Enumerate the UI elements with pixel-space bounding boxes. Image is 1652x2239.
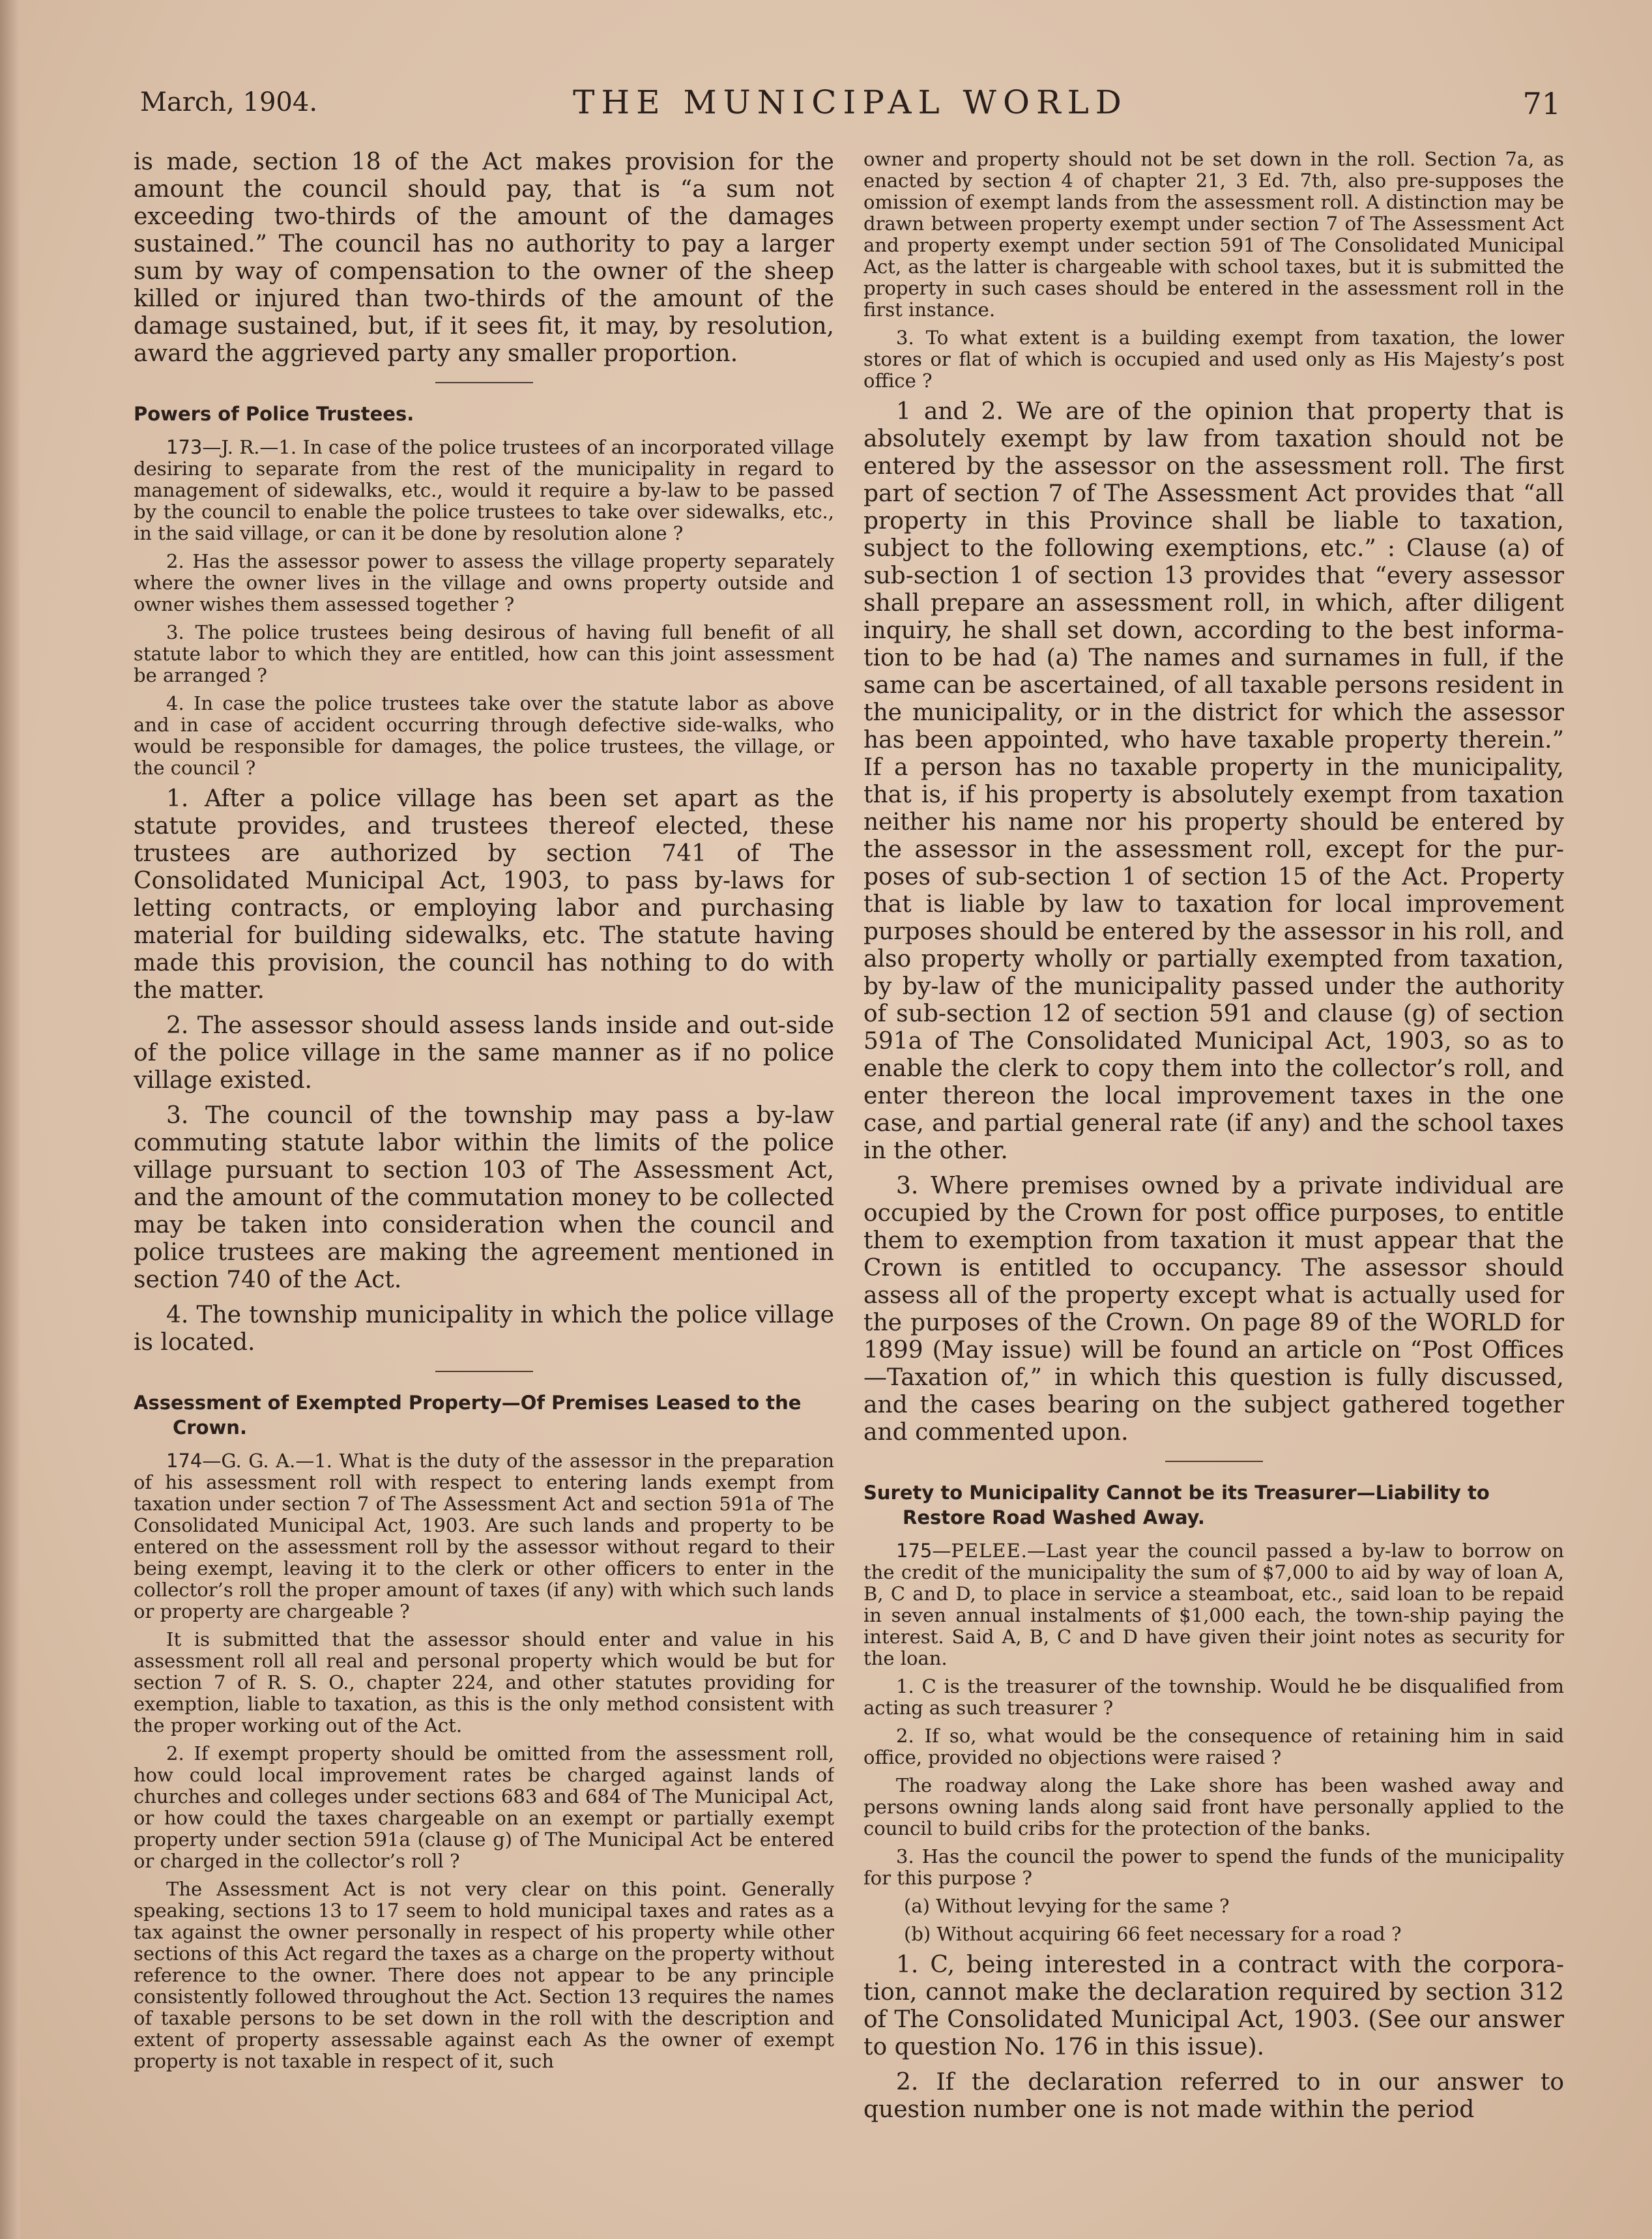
- answer-174-3: 3. Where premises owned by a private individual are occupied by the Crown for post office purposes, to entitle them to exemption from taxation it must appear that the Crown is entitled to occupancy. The assessor should assess all of the property except what is actually used for the purposes of the Crown. On page 89 of the WORLD for 1899 (May issue) will be found an article on “Post Offices—Taxation of,” in which this question is fully discussed, and the cases bearing on the subject gathered together and commented upon.: [863, 1173, 1564, 1446]
- publication-title: THE MUNICIPAL WORLD: [573, 83, 1128, 121]
- answer-174-1-2: 1 and 2. We are of the opinion that property that is absolutely exempt by law from taxation should not be entered by the assessor on the assessment roll. The first part of section 7 of The Assessment Act provides that “all property in this Province shall be liable to taxation, subject to the following exemptions, etc.” : Clause (a) of sub-section 1 of section 13 provides that “every assessor shall prepare an assessment roll, in which, after diligent inquiry, he shall set down, according to the best informa-tion to be had (a) The names and surnames in full, if the same can be ascertained, of all taxable persons resident in the municipality, or in the district for which the assessor has been appointed, who have taxable property therein.” If a person has no taxable property in the municipality, that is, if his property is absolutely exempt from taxation neither his name nor his property should be entered by the assessor in the assessment roll, except for the pur-poses of sub-section 1 of section 15 of the Act. Property that is liable by law to taxation for local improvement purposes should be entered by the assessor in his roll, and also property wholly or partially exempted from taxation, by by-law of the municipality passed under the authority of sub-section 12 of section 591 and clause (g) of section 591a of The Consolidated Municipal Act, 1903, so as to enable the clerk to copy them into the collector’s roll, and enter thereon the local improvement taxes in the one case, and partial general rate (if any) and the school taxes in the other.: [863, 398, 1564, 1164]
- page-number: 71: [1522, 86, 1561, 121]
- answer-173-1: 1. After a police village has been set apart as the statute provides, and trustees thereof elected, these trustees are authorized by section 741 of The Consolidated Municipal Act, 1903, to pass by-laws for letting contracts, or employing labor and purchasing material for building sidewalks, etc. The statute having made this provision, the council has nothing to do with the matter.: [134, 785, 834, 1004]
- question-174-3: 3. To what extent is a building exempt from taxation, the lower stores or flat of which is occupied and used only as His Majesty’s post office ?: [863, 327, 1564, 392]
- correspondent-name: PELEE: [951, 1540, 1021, 1562]
- question-175-2: 2. If so, what would be the consequence of retaining him in said office, provided no objections were raised ?: [863, 1725, 1564, 1768]
- commentary-174: The Assessment Act is not very clear on this point. Generally speaking, sections 13 to 17 seem to hold municipal taxes and rates as a tax against the owner personally in respect of his property while other sections of this Act regard the taxes as a charge on the property without reference to the owner. There does not appear to be any principle consistently followed throughout the Act. Section 13 requires the names of taxable persons to be set down in the roll with the description and extent of property assessable against each As the owner of exempt property is not taxable in respect of it, such: [134, 1878, 834, 2072]
- intro-paragraph: is made, section 18 of the Act makes provision for the amount the council should pay, that is “a sum not exceeding two-thirds of the amount of the damages sustained.” The council has no authority to pay a larger sum by way of compensation to the owner of the sheep killed or injured than two-thirds of the amount of the damage sustained, but, if it sees fit, it may, by resolution, award the aggrieved party any smaller proportion.: [134, 149, 834, 367]
- heading-173: Powers of Police Trustees.: [134, 403, 414, 425]
- question-175-3b: (b) Without acquiring 66 feet necessary for a road ?: [904, 1923, 1402, 1945]
- question-173-4: 4. In case the police trustees take over the statute labor as above and in case of accident occurring through defective side-walks, who would be responsible for damages, the police trustees, the village, or the council ?: [134, 692, 834, 779]
- question-173-1: [134, 437, 834, 544]
- submission-174: It is submitted that the assessor should enter and value in his assessment roll all real and personal property which would be but for section 7 of R. S. O., chapter 224, and other statutes providing for exemption, liable to taxation, as this is the only method consistent with the proper working out of the Act.: [134, 1628, 834, 1736]
- left-column: [134, 149, 834, 2189]
- question-text: .—Last year the council passed a by-law to borrow on the credit of the municipality the sum of $7,000 to aid by way of loan A, B, C and D, to place in service a steamboat, etc., said loan to be repaid in seven annual instalments of $1,000 each, the town-ship paying the interest. Said A, B, C and D have given their joint notes as security for the loan.: [863, 1540, 1564, 1669]
- question-text: —J. R.—1. In case of the police trustees of an incorporated village desiring to separate from the rest of the municipality in regard to management of sidewalks, etc., would it require a by-law to be passed by the council to enable the police trustees to take over sidewalks, etc., in the said village, or can it be done by resolution alone ?: [134, 436, 834, 544]
- answer-175-2: 2. If the declaration referred to in our answer to question number one is not made within the period: [863, 2069, 1564, 2123]
- question-173-2: 2. Has the assessor power to assess the village property separately where the owner lives in the village and owns property outside and owner wishes them assessed together ?: [134, 550, 834, 615]
- question-174-2: 2. If exempt property should be omitted from the assessment roll, how could local improvement rates be charged against lands of churches and colleges under sections 683 and 684 of The Municipal Act, or how could the taxes chargeable on an exempt or partially exempt property under section 591a (clause g) of The Municipal Act be entered or charged in the collector’s roll ?: [134, 1742, 834, 1872]
- answer-173-4: 4. The township municipality in which the police village is located.: [134, 1302, 834, 1356]
- question-173-3: 3. The police trustees being desirous of having full benefit of all statute labor to which they are entitled, how can this joint assessment be arranged ?: [134, 621, 834, 686]
- question-175-3: 3. Has the council the power to spend the funds of the municipality for this purpose ?: [863, 1845, 1564, 1889]
- answer-173-3: 3. The council of the township may pass a by-law commuting statute labor within the limits of the police village pursuant to section 103 of The Assessment Act, and the amount of the commutation money to be collected may be taken into consideration when the council and police trustees are making the agreement mentioned in section 740 of the Act.: [134, 1102, 834, 1293]
- page-header: [140, 83, 1561, 123]
- question-number: 175: [896, 1540, 933, 1562]
- section-divider: [435, 1371, 533, 1372]
- question-175-intro: [863, 1540, 1564, 1669]
- section-divider: [435, 382, 533, 383]
- answer-173-2: 2. The assessor should assess lands inside and out-side of the police village in the same manner as if no police village existed.: [134, 1012, 834, 1094]
- right-column: [863, 149, 1564, 2189]
- question-text: —G. G. A.—1. What is the duty of the assessor in the preparation of his assessment roll with respect to entering lands exempt from taxation under section 7 of The Assessment Act and section 591a of The Consolidated Municipal Act, 1903. Are such lands and property to be entered on the assessment roll by the assessor without regard to their being exempt, leaving it to the clerk or other officers to enter in the collector’s roll the proper amount of taxes (if any) with which such lands or property are chargeable ?: [134, 1450, 834, 1622]
- question-number: 174: [166, 1450, 203, 1472]
- answer-175-1: 1. C, being interested in a contract with the corpora-tion, cannot make the declaration required by section 312 of The Consolidated Municipal Act, 1903. (See our answer to question No. 176 in this issue).: [863, 1952, 1564, 2060]
- binding-edge: [0, 0, 20, 2239]
- question-175-3a: (a) Without levying for the same ?: [904, 1895, 1230, 1917]
- question-174-1: [134, 1450, 834, 1622]
- section-divider: [1165, 1461, 1263, 1462]
- heading-175: Surety to Municipality Cannot be its Treasurer—Liability to Restore Road Washed Away.: [863, 1482, 1490, 1529]
- question-175-1: 1. C is the treasurer of the township. Would he be disqualified from acting as such treasurer ?: [863, 1675, 1564, 1719]
- continuation-174: owner and property should not be set down in the roll. Section 7a, as enacted by section 4 of chapter 21, 3 Ed. 7th, also pre-supposes the omission of exempt lands from the assessment roll. A distinction may be drawn between property exempt under section 7 of The Assessment Act and property exempt under section 591 of The Consolidated Municipal Act, as the latter is chargeable with school taxes, but it is submitted the property in such cases should be entered in the assessment roll in the first instance.: [863, 149, 1564, 321]
- em-dash: —: [932, 1540, 951, 1562]
- heading-174: Assessment of Exempted Property—Of Premises Leased to the Crown.: [134, 1392, 802, 1439]
- question-number: 173: [166, 436, 203, 458]
- issue-date: March, 1904.: [140, 87, 318, 117]
- roadway-paragraph: The roadway along the Lake shore has been washed away and persons owning lands along said front have personally applied to the council to build cribs for the protection of the banks.: [863, 1774, 1564, 1839]
